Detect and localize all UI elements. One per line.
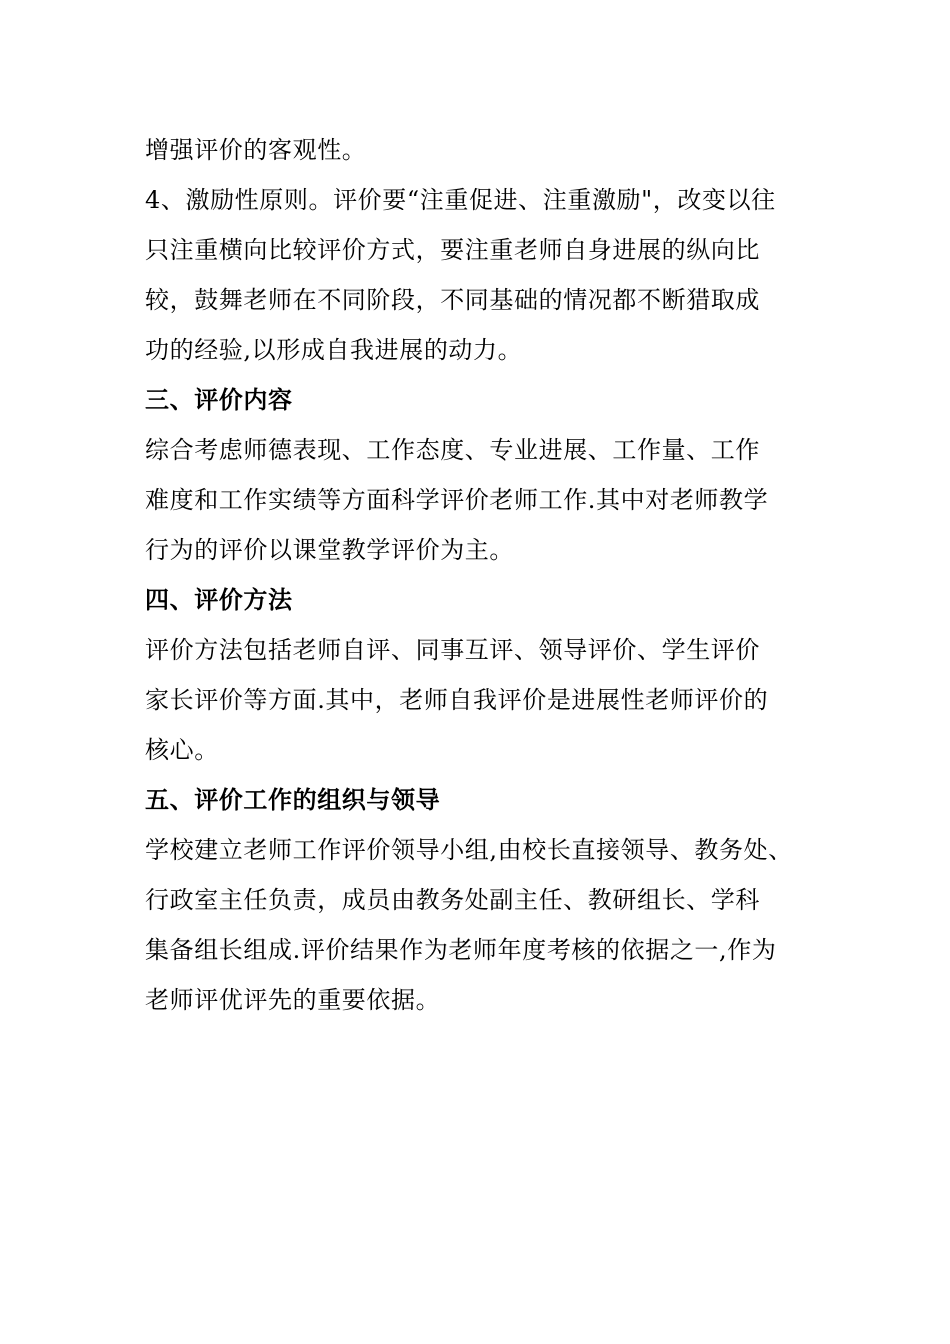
paragraph-line: 只注重横向比较评价方式，要注重老师自身进展的纵向比	[145, 236, 760, 264]
paragraph-line: 增强评价的客观性。	[145, 136, 367, 164]
paragraph-line: 4、激励性原则。评价要“注重促进、注重激励"，改变以往	[145, 186, 776, 214]
paragraph-line: 核心。	[145, 736, 219, 764]
paragraph-line: 集备组长组成.评价结果作为老师年度考核的依据之一,作为	[145, 936, 777, 964]
paragraph-line: 学校建立老师工作评价领导小组,由校长直接领导、教务处、	[145, 836, 793, 864]
paragraph-line: 行为的评价以课堂教学评价为主。	[145, 536, 514, 564]
document-body	[145, 125, 825, 1025]
section-heading-method: 四、评价方法	[145, 586, 293, 614]
paragraph-line: 功的经验,以形成自我进展的动力。	[145, 336, 523, 364]
paragraph-line: 评价方法包括老师自评、同事互评、领导评价、学生评价	[145, 636, 760, 664]
paragraph-line: 较，鼓舞老师在不同阶段，不同基础的情况都不断猎取成	[145, 286, 760, 314]
section-heading-content: 三、评价内容	[145, 386, 293, 414]
section-heading-organization: 五、评价工作的组织与领导	[145, 786, 441, 814]
paragraph-line: 老师评优评先的重要依据。	[145, 986, 441, 1014]
paragraph-line: 难度和工作实绩等方面科学评价老师工作.其中对老师教学	[145, 486, 769, 514]
paragraph-line: 综合考虑师德表现、工作态度、专业进展、工作量、工作	[145, 436, 760, 464]
paragraph-line: 行政室主任负责，成员由教务处副主任、教研组长、学科	[145, 886, 760, 914]
paragraph-line: 家长评价等方面.其中，老师自我评价是进展性老师评价的	[145, 686, 769, 714]
